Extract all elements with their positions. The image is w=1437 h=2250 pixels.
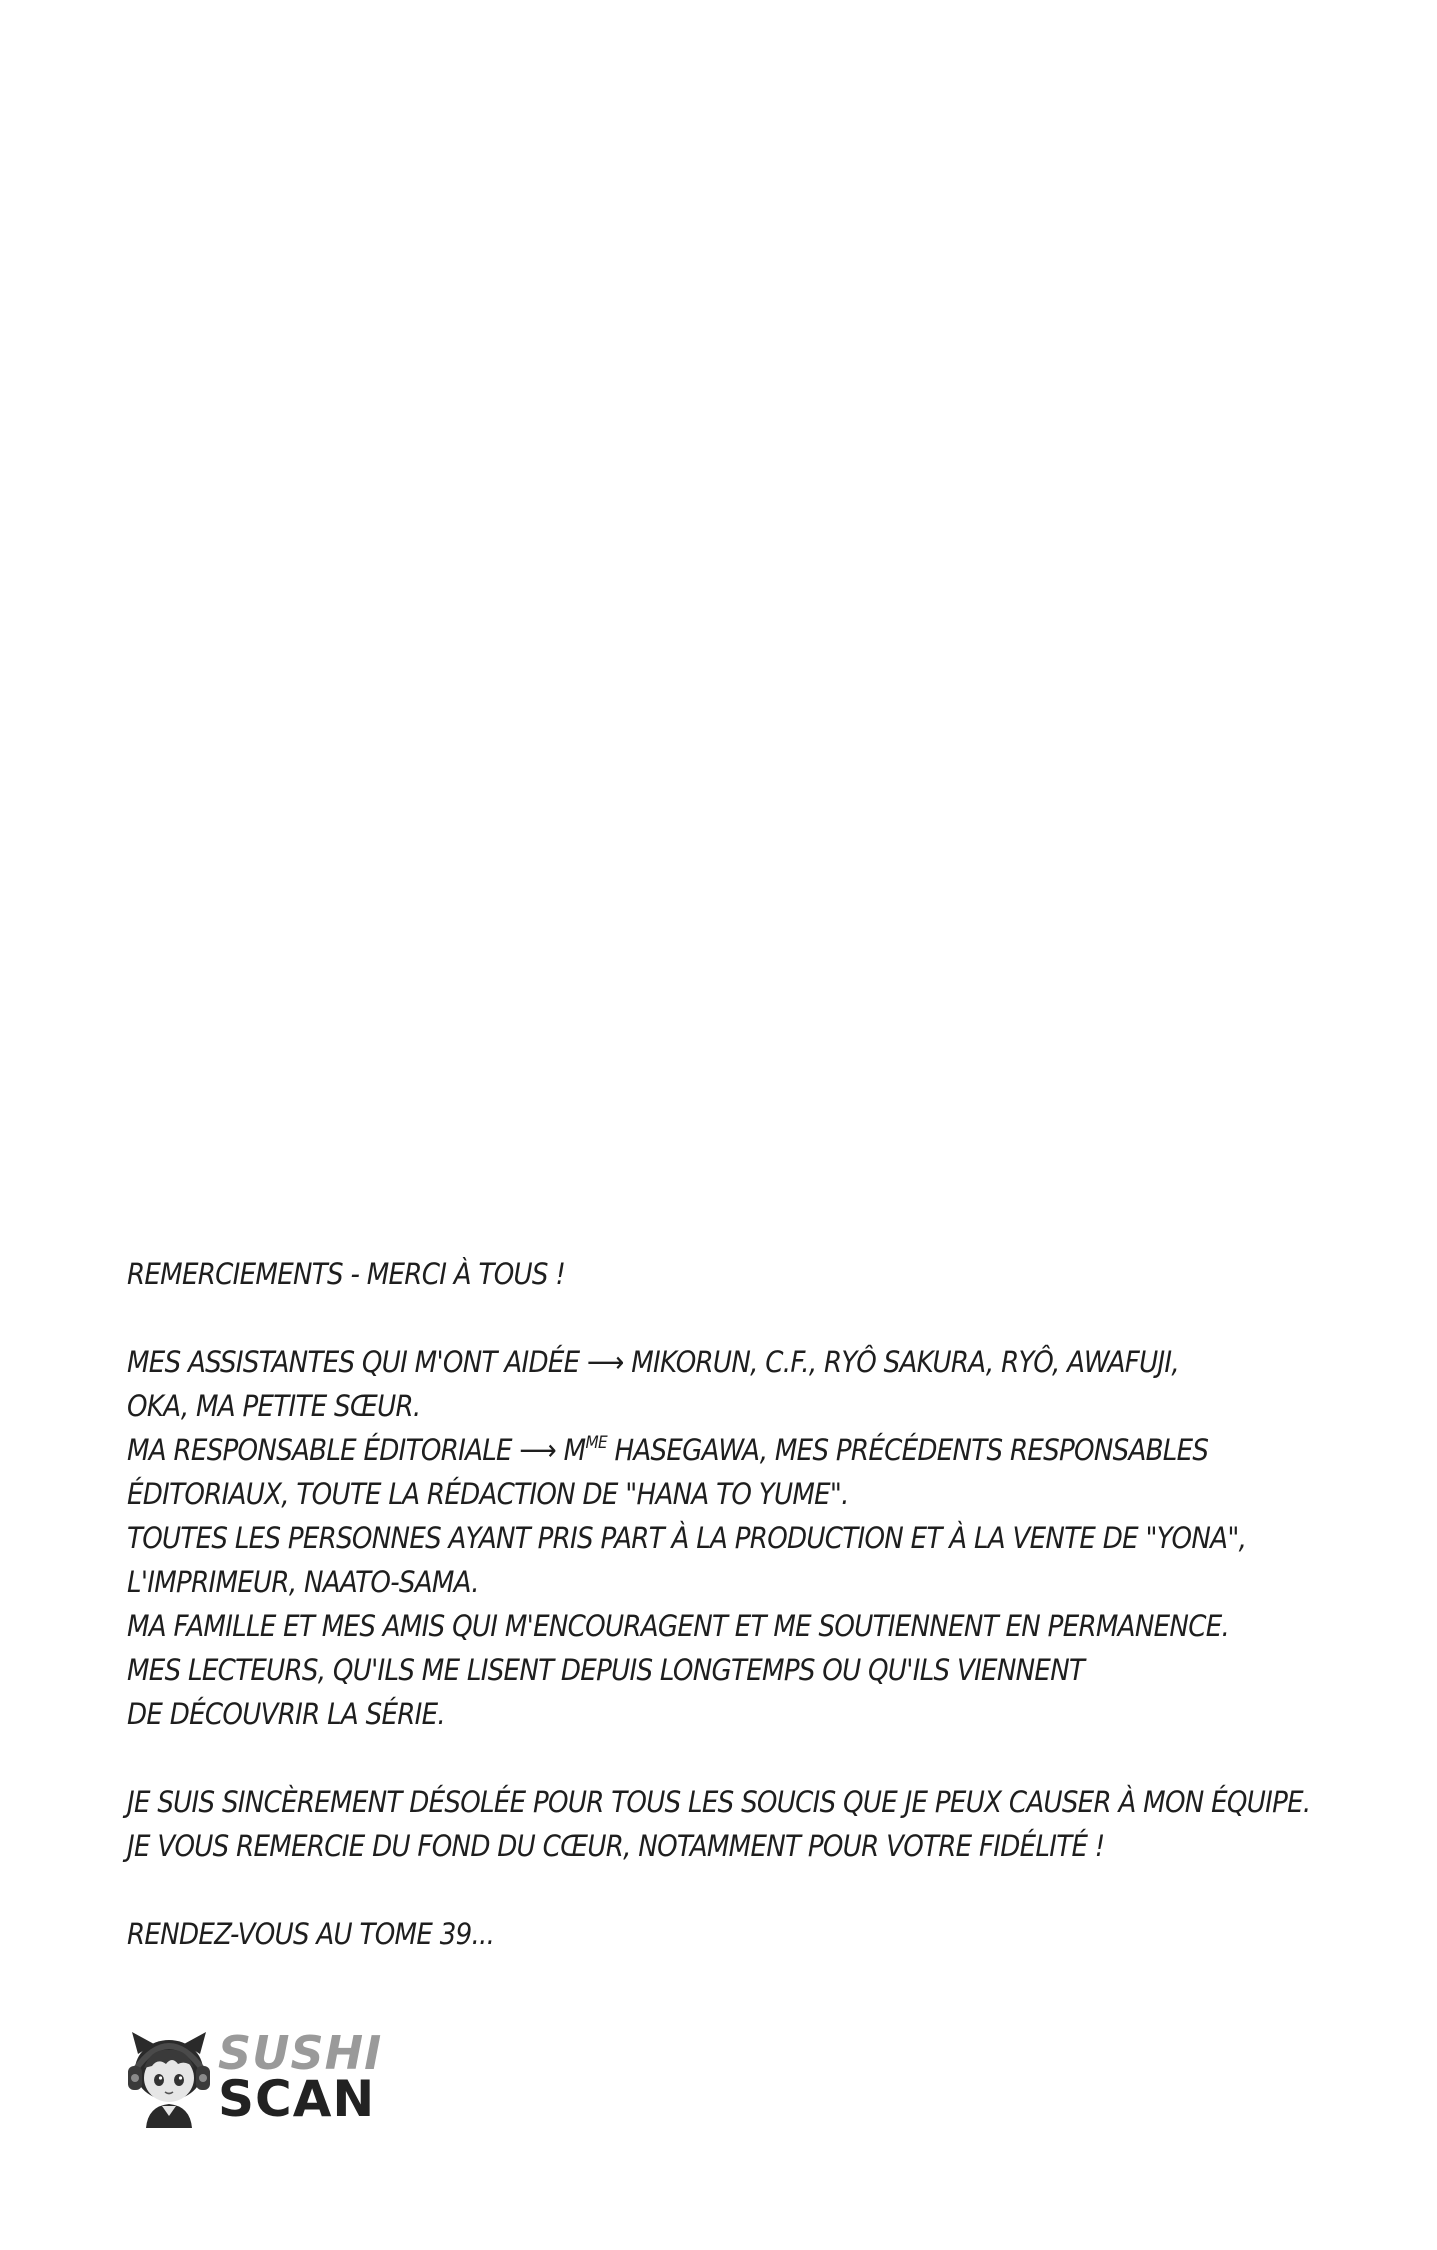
acknowledgements-title: REMERCIEMENTS - MERCI À TOUS ! xyxy=(127,1257,566,1291)
paragraph-gap xyxy=(127,1736,1225,1780)
editor-superscript: ME xyxy=(585,1433,607,1453)
paragraph-gap xyxy=(127,1868,1225,1912)
anime-girl-headphones-icon xyxy=(126,2028,212,2128)
acknowledgements-text xyxy=(127,1252,1311,1956)
logo-wordmark xyxy=(218,2026,383,2128)
sushi-scan-logo xyxy=(126,2028,386,2128)
editor-text-before: MA RESPONSABLE ÉDITORIALE ⟶ M xyxy=(127,1433,586,1467)
apology-line: JE SUIS SINCÈREMENT DÉSOLÉE POUR TOUS LES SOUCIS QUE JE PEUX CAUSER À MON ÉQUIPE. xyxy=(127,1785,1311,1819)
credit-line: DE DÉCOUVRIR LA SÉRIE. xyxy=(127,1697,445,1731)
credit-line: OKA, MA PETITE SŒUR. xyxy=(127,1389,421,1423)
paragraph-gap xyxy=(127,1296,1225,1340)
apology-line: JE VOUS REMERCIE DU FOND DU CŒUR, NOTAMMENT POUR VOTRE FIDÉLITÉ ! xyxy=(127,1829,1105,1863)
credit-line-editor xyxy=(127,1428,1225,1472)
credit-line: L'IMPRIMEUR, NAATO-SAMA. xyxy=(127,1565,479,1599)
editor-text-after: HASEGAWA, MES PRÉCÉDENTS RESPONSABLES xyxy=(606,1433,1209,1467)
credit-line: MA FAMILLE ET MES AMIS QUI M'ENCOURAGENT ET ME SOUTIENNENT EN PERMANENCE. xyxy=(127,1609,1230,1643)
logo-word-scan: SCAN xyxy=(218,2070,376,2128)
credit-line: ÉDITORIAUX, TOUTE LA RÉDACTION DE "HANA TO YUME". xyxy=(127,1477,849,1511)
credit-line: TOUTES LES PERSONNES AYANT PRIS PART À LA PRODUCTION ET À LA VENTE DE "YONA", xyxy=(127,1521,1247,1555)
logo-word-sushi: SUSHI xyxy=(218,2026,383,2080)
credit-line: MES LECTEURS, QU'ILS ME LISENT DEPUIS LONGTEMPS OU QU'ILS VIENNENT xyxy=(127,1653,1085,1687)
closing-line: RENDEZ-VOUS AU TOME 39... xyxy=(127,1917,495,1951)
credit-line: MES ASSISTANTES QUI M'ONT AIDÉE ⟶ MIKORUN, C.F., RYÔ SAKURA, RYÔ, AWAFUJI, xyxy=(127,1345,1179,1379)
